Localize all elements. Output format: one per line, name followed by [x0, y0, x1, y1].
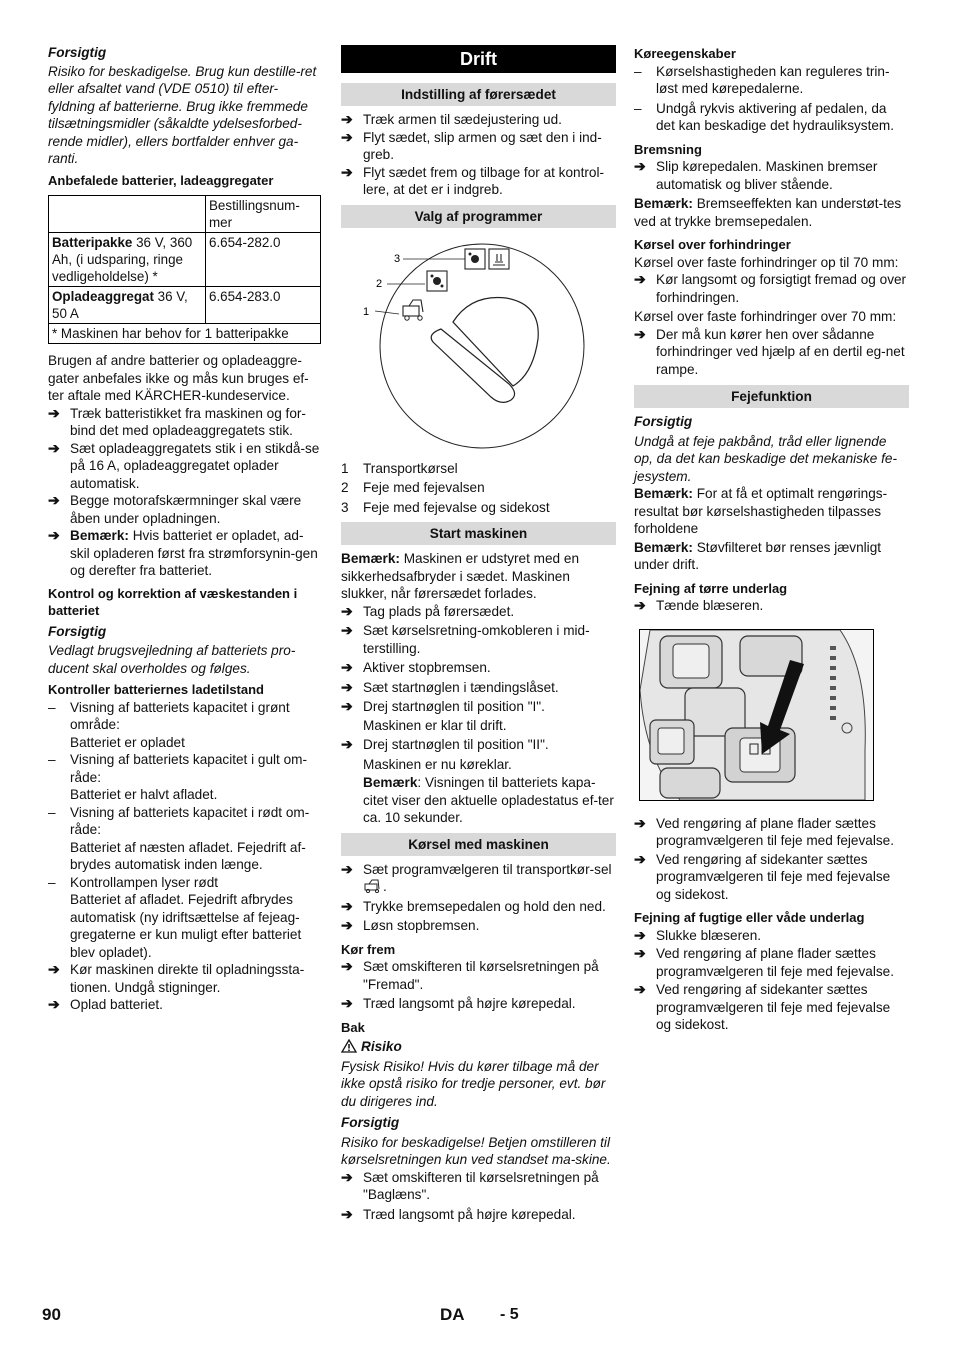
- sweep-note: [634, 539, 909, 574]
- list-item: [341, 622, 616, 657]
- list-item: [48, 874, 320, 892]
- caution-text: Risiko for beskadigelse! Betjen omstilleren til kørselsretningen kun ved standset ma-skine.: [341, 1134, 611, 1167]
- arrow-icon: ➔: [341, 602, 353, 619]
- section-title-drift: Drift: [341, 45, 616, 73]
- list-item-text: Kør maskinen direkte til opladningssta-tionen. Undgå stigninger.: [70, 962, 305, 995]
- arrow-icon: ➔: [634, 981, 646, 997]
- brake-note: [634, 195, 909, 230]
- list-item-text-part: Sæt programvælgeren til transportkør-sel: [363, 861, 612, 877]
- list-item-text: Visning af batteriets kapacitet i rødt om-råde:: [70, 804, 310, 837]
- table-cell: 6.654-282.0: [206, 233, 321, 287]
- list-item-text: Transportkørsel: [363, 460, 458, 476]
- fluid-heading: Kontrol og korrektion af væskestanden i batteriet: [48, 585, 298, 618]
- arrow-icon: ➔: [48, 996, 60, 1012]
- note-label: Bemærk: [363, 775, 418, 790]
- dash-bullet: –: [634, 100, 642, 116]
- list-item-subtext: Batteriet er opladet: [70, 734, 185, 750]
- list-item: [634, 597, 909, 615]
- list-item: [634, 158, 909, 193]
- obstacle-heading: Kørsel over forhindringer: [634, 237, 791, 252]
- arrow-icon: ➔: [634, 945, 646, 961]
- arrow-icon: ➔: [341, 163, 353, 180]
- note-text: Maskinen er udstyret med en sikkerhedsafbryder i sædet. Maskinen slukker, når førersædet forlades.: [341, 551, 580, 601]
- table-row: [49, 233, 321, 287]
- list-item: [341, 603, 616, 621]
- table-row: [49, 196, 321, 233]
- dash-bullet: –: [634, 63, 642, 79]
- note-text: Bremseeffekten kan understøt-tes ved at trykke bremsepedalen.: [634, 196, 902, 229]
- charger-spec: 36 V, 50 A: [52, 289, 188, 321]
- caution-text: Risiko for beskadigelse. Brug kun destille-ret eller afsaltet vand (VDE 0510) til efter-fyldning af batterierne. Brug ikke fremmede tilsætningsmidler (såkaldte ydelsesforbed-rende midler), ellers bortfalder enhver ga-ranti.: [48, 63, 317, 166]
- list-item-subtext: Batteriet af afladet. Fejedrift afbrydes automatisk (ny idriftsættelse af fejeag-gregaterne er kun muligt efter batteriet blev opladet).: [70, 892, 302, 960]
- arrow-icon: ➔: [634, 271, 646, 287]
- list-item: [341, 958, 616, 993]
- arrow-icon: ➔: [341, 1205, 353, 1222]
- table-cell: 6.654-283.0: [206, 287, 321, 324]
- list-item-text: Visning af batteriets kapacitet i grønt område:: [70, 699, 290, 732]
- list-item-text: Tænde blæseren.: [656, 598, 764, 613]
- list-item: [341, 917, 616, 935]
- list-item: [341, 1206, 616, 1224]
- list-item: [48, 492, 320, 527]
- arrow-icon: ➔: [341, 917, 353, 933]
- note-label: Bemærk:: [634, 196, 693, 211]
- list-item-text: Ved rengøring af sidekanter sættes programvælgeren til feje med fejevalse og sidekost.: [656, 851, 891, 902]
- list-item-text: Kørselshastigheden kan reguleres trin-løst med kørepedalerne.: [656, 63, 890, 96]
- list-item-subtext: [341, 774, 616, 827]
- list-item: [634, 63, 909, 98]
- caution-text: Undgå at feje pakbånd, tråd eller lignende op, da det kan beskadige det mekaniske fe-jesystem.: [634, 433, 897, 484]
- caution-title: Forsigtig: [48, 623, 107, 639]
- note-text: Støvfilteret bør renses jævnligt under drift.: [634, 539, 882, 572]
- dash-bullet: –: [48, 752, 56, 767]
- list-item-text: Ved rengøring af plane flader sættes programvælgeren til feje med fejevalse.: [656, 815, 895, 848]
- obstacle-text: Kørsel over faste forhindringer over 70 mm:: [634, 309, 897, 324]
- list-item-text: Træk batteristikket fra maskinen og for-bind det med opladeaggregatets stik.: [70, 405, 306, 438]
- list-item: [341, 698, 616, 716]
- list-item-text: Drej startnøglen til position "I".: [363, 699, 545, 714]
- arrow-icon: ➔: [341, 622, 353, 638]
- right-column: [634, 45, 909, 1034]
- arrow-icon: ➔: [341, 678, 353, 695]
- list-item: [341, 861, 616, 896]
- list-item: [341, 479, 616, 497]
- risk-title: [341, 1038, 616, 1056]
- list-item-text: Undgå rykvis aktivering af pedalen, da det kan beskadige det hydrauliksystem.: [656, 100, 895, 133]
- list-item-text: Slukke blæseren.: [656, 927, 762, 943]
- list-item: [634, 927, 909, 945]
- list-item-subtext: Batteriet af næsten afladet. Fejedrift af-brydes automatisk inden længe.: [70, 839, 306, 872]
- list-item-text: [70, 527, 320, 580]
- section-title-start: Start maskinen: [341, 522, 616, 545]
- page-number: 90: [42, 1305, 61, 1324]
- list-item-text: Ved rengøring af plane flader sættes programvælgeren til feje med fejevalse.: [656, 946, 895, 979]
- program-dial-figure: [341, 234, 616, 452]
- risk-title-text: Risiko: [361, 1039, 402, 1054]
- list-item-text: Slip kørepedalen. Maskinen bremser automatisk og bliver stående.: [656, 159, 878, 192]
- arrow-icon: ➔: [341, 111, 353, 127]
- list-item-text: Begge motorafskærmninger skal være åben under opladningen.: [70, 493, 302, 526]
- list-item-text: Kør langsomt og forsigtigt fremad og over forhindringen.: [656, 272, 907, 305]
- table-header-cell: Bestillingsnum-mer: [206, 196, 321, 233]
- control-panel-photo: [639, 629, 874, 801]
- section-title-seat: Indstilling af førersædet: [341, 83, 616, 106]
- middle-column: [341, 45, 616, 1223]
- battery-pack-label: Batteripakke: [52, 235, 133, 250]
- arrow-icon: ➔: [48, 492, 60, 508]
- start-note: [341, 550, 616, 603]
- arrow-icon: ➔: [48, 439, 60, 456]
- list-number: 2: [341, 480, 349, 495]
- list-item-text: Der må kun kører hen over sådanne forhindringer ved hjælp af en dertil eg-net rampe.: [656, 326, 905, 377]
- list-item: [634, 100, 909, 135]
- list-item-text: Kontrollampen lyser rødt: [70, 874, 219, 890]
- list-item-text: Sæt kørselsretning-omkobleren i mid-terstilling.: [363, 623, 590, 656]
- list-item-text: Feje med fejevalsen: [363, 480, 485, 495]
- list-item: [48, 804, 320, 839]
- back-heading: Bak: [341, 1019, 365, 1035]
- list-item: [48, 699, 320, 734]
- note-label: Bemærk:: [634, 539, 693, 555]
- section-title-programs: Valg af programmer: [341, 205, 616, 228]
- list-item: [341, 1169, 616, 1204]
- list-item-text: [363, 861, 616, 896]
- arrow-icon: ➔: [48, 527, 60, 543]
- caution-title: Forsigtig: [341, 1115, 400, 1130]
- arrow-icon: ➔: [341, 128, 353, 145]
- list-item-text: Flyt sædet, slip armen og sæt den i ind-greb.: [363, 129, 602, 162]
- list-item-text: Sæt omskifteren til kørselsretningen på "Fremad".: [363, 959, 599, 992]
- arrow-icon: ➔: [341, 897, 353, 914]
- list-item-text: Sæt omskifteren til kørselsretningen på "Baglæns".: [363, 1169, 599, 1202]
- arrow-icon: ➔: [341, 659, 353, 675]
- list-item: [341, 111, 616, 129]
- warning-icon: [341, 1039, 357, 1053]
- list-item-text: Drej startnøglen til position "II".: [363, 737, 549, 752]
- list-item: [341, 164, 616, 199]
- transport-icon: [363, 879, 383, 893]
- list-item: [341, 499, 616, 517]
- list-item-text: Tag plads på førersædet.: [363, 603, 515, 619]
- arrow-icon: ➔: [634, 597, 646, 613]
- list-item-text: Flyt sædet frem og tilbage for at kontrol-lere, at det er i indgreb.: [363, 164, 605, 197]
- list-item: [48, 527, 320, 580]
- list-item: [48, 405, 320, 440]
- list-item-text: Trykke bremsepedalen og hold den ned.: [363, 898, 606, 914]
- list-item-text: Ved rengøring af sidekanter sættes programvælgeren til feje med fejevalse og sidekost.: [656, 982, 891, 1032]
- charge-heading: Kontroller batteriernes ladetilstand: [48, 682, 264, 697]
- list-item-text: Feje med fejevalse og sidekost: [363, 499, 550, 515]
- table-row: [49, 287, 321, 324]
- note-label: Bemærk:: [341, 551, 400, 566]
- list-item-text: Visning af batteriets kapacitet i gult om-råde:: [70, 752, 308, 785]
- list-item: [341, 898, 616, 916]
- caution-title: Forsigtig: [634, 414, 693, 429]
- list-item: [634, 271, 909, 306]
- table-cell: [49, 196, 206, 233]
- list-item-text: Oplad batteriet.: [70, 997, 163, 1012]
- list-item: [48, 996, 320, 1014]
- dial-label-3: 3: [394, 252, 401, 265]
- battery-table-heading: Anbefalede batterier, ladeaggregater: [48, 172, 274, 188]
- list-item-text: Træd langsomt på højre kørepedal.: [363, 1206, 576, 1222]
- list-item-text: Træk armen til sædejustering ud.: [363, 112, 562, 127]
- wet-surface-heading: Fejning af fugtige eller våde underlag: [634, 910, 865, 925]
- list-item: [341, 679, 616, 697]
- battery-pack-spec: 36 V, 360 Ah, (i udsparing, ringe vedligeholdelse) *: [52, 235, 193, 284]
- note-label: Bemærk:: [634, 486, 693, 501]
- dry-surface-heading: Fejning af tørre underlag: [634, 580, 788, 596]
- list-item: [341, 460, 616, 478]
- arrow-icon: ➔: [341, 1168, 353, 1185]
- program-dial-illustration: [341, 234, 616, 452]
- note-text: For at få et optimalt rengørings-resultat bør kørselshastigheden tilpasses forholdene: [634, 486, 888, 536]
- sweep-note: [634, 485, 909, 538]
- charger-label: Opladeaggregat: [52, 289, 154, 304]
- list-item-text: Løsn stopbremsen.: [363, 918, 480, 933]
- list-item: [634, 815, 909, 850]
- dash-bullet: –: [48, 874, 56, 890]
- list-item: [341, 129, 616, 164]
- section-title-drive: Kørsel med maskinen: [341, 833, 616, 856]
- dial-label-1: 1: [363, 305, 370, 318]
- language-code: DA: [440, 1305, 465, 1324]
- list-item-text: Sæt opladeaggregatets stik i en stikdå-se på 16 A, opladeaggregatet oplader automatisk.: [70, 440, 320, 491]
- obstacle-text: Kørsel over faste forhindringer op til 70 mm:: [634, 254, 899, 270]
- table-footnote: * Maskinen har behov for 1 batteripakke: [49, 324, 321, 344]
- list-item: [48, 751, 320, 786]
- list-number: 1: [341, 460, 349, 476]
- list-item: [634, 945, 909, 980]
- arrow-icon: ➔: [634, 158, 646, 174]
- driving-properties-heading: Køreegenskaber: [634, 46, 736, 61]
- left-column: [48, 42, 320, 1014]
- list-item-subtext: Batteriet er halvt afladet.: [70, 787, 218, 802]
- forward-heading: Kør frem: [341, 941, 396, 957]
- caution-title: Forsigtig: [48, 45, 107, 60]
- list-item-text: Sæt startnøglen i tændingslåset.: [363, 679, 559, 695]
- table-cell: [49, 233, 206, 287]
- table-row: [49, 324, 321, 344]
- list-item: [634, 326, 909, 379]
- arrow-icon: ➔: [634, 814, 646, 831]
- arrow-icon: ➔: [634, 325, 646, 342]
- dash-bullet: –: [48, 699, 56, 715]
- arrow-icon: ➔: [634, 850, 646, 867]
- list-number: 3: [341, 499, 349, 515]
- list-item: [341, 659, 616, 677]
- list-item: [48, 440, 320, 493]
- intro-paragraph: Brugen af andre batterier og opladeaggre-gater anbefales ikke og mås kun bruges ef-ter aftale med KÄRCHER-kundeservice.: [48, 353, 309, 403]
- dash-bullet: –: [48, 804, 56, 820]
- arrow-icon: ➔: [341, 995, 353, 1011]
- list-item-subtext: Maskinen er nu køreklar.: [363, 756, 512, 772]
- control-panel-illustration: [640, 630, 873, 800]
- list-item: [634, 851, 909, 904]
- caution-text: Vedlagt brugsvejledning af batteriets pro-ducent skal overholdes og følges.: [48, 643, 296, 676]
- list-item: [634, 981, 909, 1034]
- dial-label-2: 2: [376, 277, 383, 290]
- brake-heading: Bremsning: [634, 141, 702, 157]
- arrow-icon: ➔: [48, 404, 60, 421]
- risk-text: Fysisk Risiko! Hvis du kører tilbage må der ikke opstå risiko for tredje personer, evt. bør du dirigeres ind.: [341, 1058, 606, 1109]
- list-item-subtext: Maskinen er klar til drift.: [363, 717, 507, 733]
- list-item-text: Aktiver stopbremsen.: [363, 660, 491, 675]
- list-item-text-part: .: [383, 879, 387, 894]
- list-item: [48, 961, 320, 996]
- battery-table: [48, 195, 321, 344]
- note-label: Bemærk:: [70, 528, 129, 543]
- arrow-icon: ➔: [341, 698, 353, 714]
- arrow-icon: ➔: [341, 860, 353, 877]
- note-text: Hvis batteriet er opladet, ad-skil opladeren først fra strømforsynin-gen og derefter fra batteriet.: [70, 528, 318, 578]
- list-item-text: Træd langsomt på højre kørepedal.: [363, 996, 576, 1011]
- arrow-icon: ➔: [341, 736, 353, 752]
- list-item: [341, 995, 616, 1013]
- arrow-icon: ➔: [48, 961, 60, 977]
- note-text: : Visningen til batteriets kapa-citet viser den aktuelle opladestatus ef-ter ca. 10 sekunder.: [363, 775, 614, 825]
- section-number: - 5: [500, 1306, 519, 1323]
- arrow-icon: ➔: [634, 926, 646, 943]
- table-cell: [49, 287, 206, 324]
- section-title-sweep: Fejefunktion: [634, 385, 909, 408]
- list-item: [341, 736, 616, 754]
- arrow-icon: ➔: [341, 958, 353, 974]
